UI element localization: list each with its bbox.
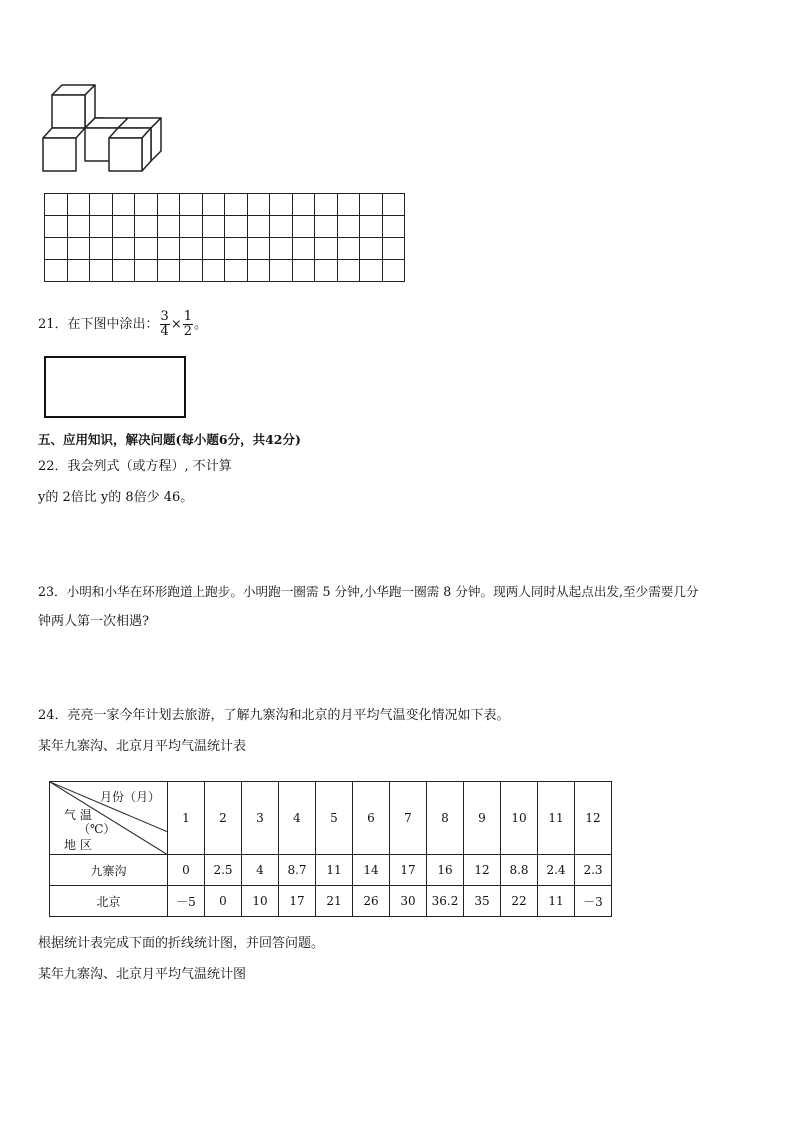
grid-cell[interactable] <box>337 260 360 282</box>
grid-cell[interactable] <box>202 238 225 260</box>
grid-cell[interactable] <box>157 238 180 260</box>
grid-cell[interactable] <box>292 216 315 238</box>
q21-end: 。 <box>194 317 208 332</box>
grid-cell[interactable] <box>45 194 68 216</box>
grid-row <box>45 194 405 216</box>
table-row <box>50 855 612 886</box>
grid-cell[interactable] <box>315 216 338 238</box>
times-sign: × <box>170 317 182 332</box>
month-header-cell: 9 <box>464 782 501 855</box>
question-22-line2: y的 2倍比 y的 8倍少 46。 <box>38 490 194 505</box>
table-row <box>50 886 612 917</box>
grid-cell[interactable] <box>360 194 383 216</box>
grid-row <box>45 260 405 282</box>
temperature-value-cell: 11 <box>316 855 353 886</box>
grid-cell[interactable] <box>202 260 225 282</box>
month-header-cell: 5 <box>316 782 353 855</box>
temperature-value-cell: 2.5 <box>205 855 242 886</box>
grid-cell[interactable] <box>67 238 90 260</box>
month-header-cell: 6 <box>353 782 390 855</box>
grid-cell[interactable] <box>180 260 203 282</box>
temperature-value-cell: 14 <box>353 855 390 886</box>
month-header-cell: 12 <box>575 782 612 855</box>
grid-cell[interactable] <box>360 238 383 260</box>
grid-cell[interactable] <box>247 194 270 216</box>
grid-cell[interactable] <box>337 216 360 238</box>
grid-cell[interactable] <box>90 260 113 282</box>
chart-title: 某年九寨沟、北京月平均气温统计图 <box>38 967 247 982</box>
grid-cell[interactable] <box>157 194 180 216</box>
month-header-cell: 3 <box>242 782 279 855</box>
grid-cell[interactable] <box>67 216 90 238</box>
grid-cell[interactable] <box>180 194 203 216</box>
grid-cell[interactable] <box>135 216 158 238</box>
temperature-value-cell: 16 <box>427 855 464 886</box>
grid-cell[interactable] <box>180 238 203 260</box>
temperature-value-cell: 21 <box>316 886 353 917</box>
temperature-value-cell: 17 <box>390 855 427 886</box>
grid-cell[interactable] <box>225 216 248 238</box>
temperature-value-cell: 35 <box>464 886 501 917</box>
temperature-value-cell: 2.4 <box>538 855 575 886</box>
grid-cell[interactable] <box>292 260 315 282</box>
grid-cell[interactable] <box>112 216 135 238</box>
grid-cell[interactable] <box>315 194 338 216</box>
fraction-one-half <box>183 310 193 339</box>
fraction-three-quarters <box>160 310 170 339</box>
temperature-table <box>49 781 612 917</box>
cube-figure <box>38 80 168 175</box>
table-title: 某年九寨沟、北京月平均气温统计表 <box>38 739 247 754</box>
grid-cell[interactable] <box>337 238 360 260</box>
grid-cell[interactable] <box>157 216 180 238</box>
month-label: 月份（月） <box>100 790 161 804</box>
grid-cell[interactable] <box>360 216 383 238</box>
grid-cell[interactable] <box>337 194 360 216</box>
grid-cell[interactable] <box>382 216 405 238</box>
grid-cell[interactable] <box>45 216 68 238</box>
question-23-line1: 23．小明和小华在环形跑道上跑步。小明跑一圈需 5 分钟,小华跑一圈需 8 分钟。现两人同时从起点出发,至少需要几分 <box>38 584 699 599</box>
fraction-denominator: 4 <box>160 324 169 339</box>
grid-cell[interactable] <box>292 238 315 260</box>
diagonal-header-cell <box>50 782 168 855</box>
temperature-value-cell: 0 <box>205 886 242 917</box>
shading-rectangle[interactable] <box>44 356 186 418</box>
temperature-value-cell: 8.8 <box>501 855 538 886</box>
temp-label: 气 温 <box>64 808 92 822</box>
q21-text: 21．在下图中涂出： <box>38 317 159 332</box>
region-label: 地 区 <box>64 838 92 852</box>
grid-cell[interactable] <box>90 194 113 216</box>
month-header-cell: 2 <box>205 782 242 855</box>
region-name-cell: 北京 <box>50 886 168 917</box>
grid-row <box>45 238 405 260</box>
grid-cell[interactable] <box>247 216 270 238</box>
question-21 <box>38 307 207 343</box>
grid-cell[interactable] <box>225 260 248 282</box>
grid-cell[interactable] <box>315 238 338 260</box>
grid-cell[interactable] <box>270 260 293 282</box>
temperature-value-cell: 22 <box>501 886 538 917</box>
grid-cell[interactable] <box>270 238 293 260</box>
temp-unit-label: （℃） <box>78 822 116 836</box>
temperature-value-cell: 8.7 <box>279 855 316 886</box>
grid-cell[interactable] <box>112 260 135 282</box>
temperature-value-cell: 12 <box>464 855 501 886</box>
section-title: 五、应用知识，解决问题(每小题6分，共42分) <box>38 432 301 447</box>
grid-cell[interactable] <box>360 260 383 282</box>
grid-cell[interactable] <box>112 194 135 216</box>
month-header-cell: 10 <box>501 782 538 855</box>
grid-cell[interactable] <box>382 194 405 216</box>
temperature-value-cell: 4 <box>242 855 279 886</box>
grid-cell[interactable] <box>225 238 248 260</box>
temperature-value-cell: 26 <box>353 886 390 917</box>
grid-cell[interactable] <box>202 194 225 216</box>
question-22-line1: 22．我会列式（或方程）, 不计算 <box>38 459 232 474</box>
grid-cell[interactable] <box>382 238 405 260</box>
month-header-cell: 7 <box>390 782 427 855</box>
region-name-cell: 九寨沟 <box>50 855 168 886</box>
grid-cell[interactable] <box>112 238 135 260</box>
grid-cell[interactable] <box>292 194 315 216</box>
grid-cell[interactable] <box>270 216 293 238</box>
grid-cell[interactable] <box>90 238 113 260</box>
fraction-numerator: 1 <box>183 309 193 324</box>
temperature-value-cell: 11 <box>538 886 575 917</box>
grid-cell[interactable] <box>45 238 68 260</box>
square-grid <box>44 193 405 282</box>
month-header-cell: 11 <box>538 782 575 855</box>
temperature-value-cell: 17 <box>279 886 316 917</box>
temperature-value-cell: 2.3 <box>575 855 612 886</box>
grid-cell[interactable] <box>90 216 113 238</box>
temperature-value-cell: 30 <box>390 886 427 917</box>
grid-cell[interactable] <box>135 238 158 260</box>
month-header-cell: 8 <box>427 782 464 855</box>
grid-cell[interactable] <box>67 194 90 216</box>
grid-row <box>45 216 405 238</box>
grid-cell[interactable] <box>135 194 158 216</box>
temperature-value-cell: 10 <box>242 886 279 917</box>
grid-cell[interactable] <box>315 260 338 282</box>
grid-cell[interactable] <box>135 260 158 282</box>
fraction-denominator: 2 <box>183 324 193 339</box>
grid-cell[interactable] <box>45 260 68 282</box>
table-header-row <box>50 782 612 855</box>
grid-cell[interactable] <box>247 238 270 260</box>
temperature-value-cell: 0 <box>168 855 205 886</box>
grid-cell[interactable] <box>157 260 180 282</box>
temperature-value-cell: －5 <box>168 886 205 917</box>
grid-cell[interactable] <box>270 194 293 216</box>
grid-cell[interactable] <box>180 216 203 238</box>
month-header-cell: 1 <box>168 782 205 855</box>
fraction-numerator: 3 <box>160 309 169 324</box>
question-23-line2: 钟两人第一次相遇? <box>38 614 149 629</box>
question-24-line1: 24．亮亮一家今年计划去旅游，了解九寨沟和北京的月平均气温变化情况如下表。 <box>38 708 510 723</box>
grid-cell[interactable] <box>225 194 248 216</box>
chart-instruction: 根据统计表完成下面的折线统计图，并回答问题。 <box>38 936 325 951</box>
grid-cell[interactable] <box>382 260 405 282</box>
temperature-value-cell: 36.2 <box>427 886 464 917</box>
grid-cell[interactable] <box>67 260 90 282</box>
grid-cell[interactable] <box>247 260 270 282</box>
temperature-value-cell: －3 <box>575 886 612 917</box>
month-header-cell: 4 <box>279 782 316 855</box>
grid-cell[interactable] <box>202 216 225 238</box>
